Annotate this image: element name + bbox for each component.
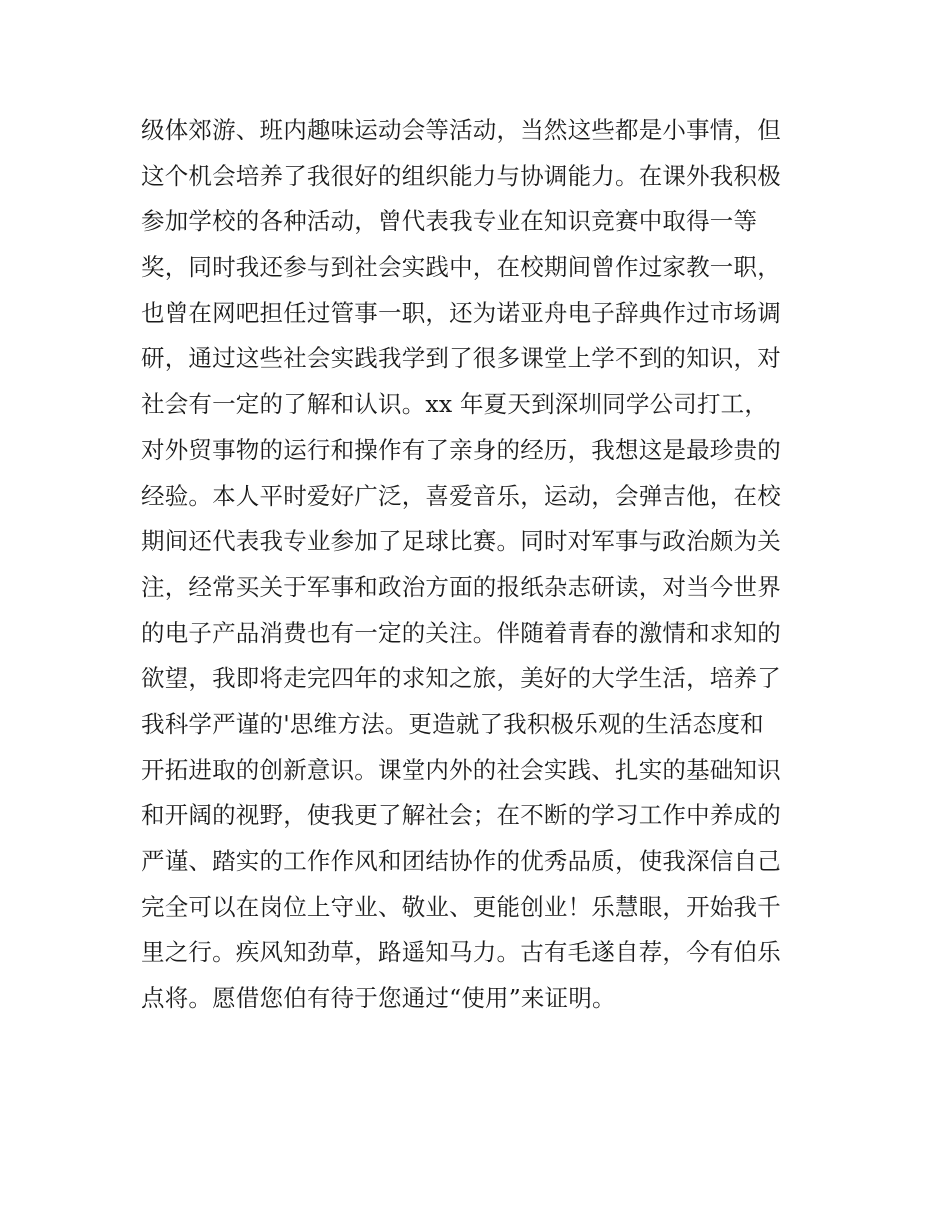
- text-line: 的电子产品消费也有一定的关注。伴随着青春的激情和求知的: [141, 618, 781, 647]
- text-line: 参加学校的各种活动，曾代表我专业在知识竞赛中取得一等: [141, 207, 758, 236]
- text-line: 社会有一定的了解和认识。xx 年夏天到深圳同学公司打工，: [141, 390, 769, 419]
- text-line: 级体郊游、班内趣味运动会等活动，当然这些都是小事情，但: [141, 116, 781, 144]
- text-line: 也曾在网吧担任过管事一职，还为诺亚舟电子辞典作过市场调: [141, 298, 781, 327]
- text-line: 严谨、踏实的工作作风和团结协作的优秀品质，使我深信自己: [141, 847, 781, 875]
- text-line: 期间还代表我专业参加了足球比赛。同时对军事与政治颇为关: [141, 527, 781, 556]
- text-line: 欲望，我即将走完四年的求知之旅，美好的大学生活，培养了: [141, 664, 781, 693]
- text-line: 研，通过这些社会实践我学到了很多课堂上学不到的知识，对: [141, 344, 781, 373]
- text-line: 里之行。疾风知劲草，路遥知马力。古有毛遂自荐，今有伯乐: [141, 938, 781, 967]
- text-line: 点将。愿借您伯有待于您通过“使用”来证明。: [141, 984, 616, 1013]
- body-text: [141, 108, 821, 1022]
- text-line: 这个机会培养了我很好的组织能力与协调能力。在课外我积极: [141, 161, 781, 190]
- text-line: 开拓进取的创新意识。课堂内外的社会实践、扎实的基础知识: [141, 755, 781, 784]
- text-line: 经验。本人平时爱好广泛，喜爱音乐，运动，会弹吉他，在校: [141, 481, 781, 510]
- text-line: 奖，同时我还参与到社会实践中，在校期间曾作过家教一职，: [141, 253, 781, 282]
- text-line: 注，经常买关于军事和政治方面的报纸杂志研读，对当今世界: [141, 572, 781, 601]
- text-line: 和开阔的视野，使我更了解社会；在不断的学习工作中养成的: [141, 801, 781, 830]
- text-line: 完全可以在岗位上守业、敬业、更能创业！乐慧眼，开始我千: [141, 892, 781, 921]
- text-line: 对外贸事物的运行和操作有了亲身的经历，我想这是最珍贵的: [141, 435, 781, 464]
- text-line: 我科学严谨的'思维方法。更造就了我积极乐观的生活态度和: [141, 709, 764, 738]
